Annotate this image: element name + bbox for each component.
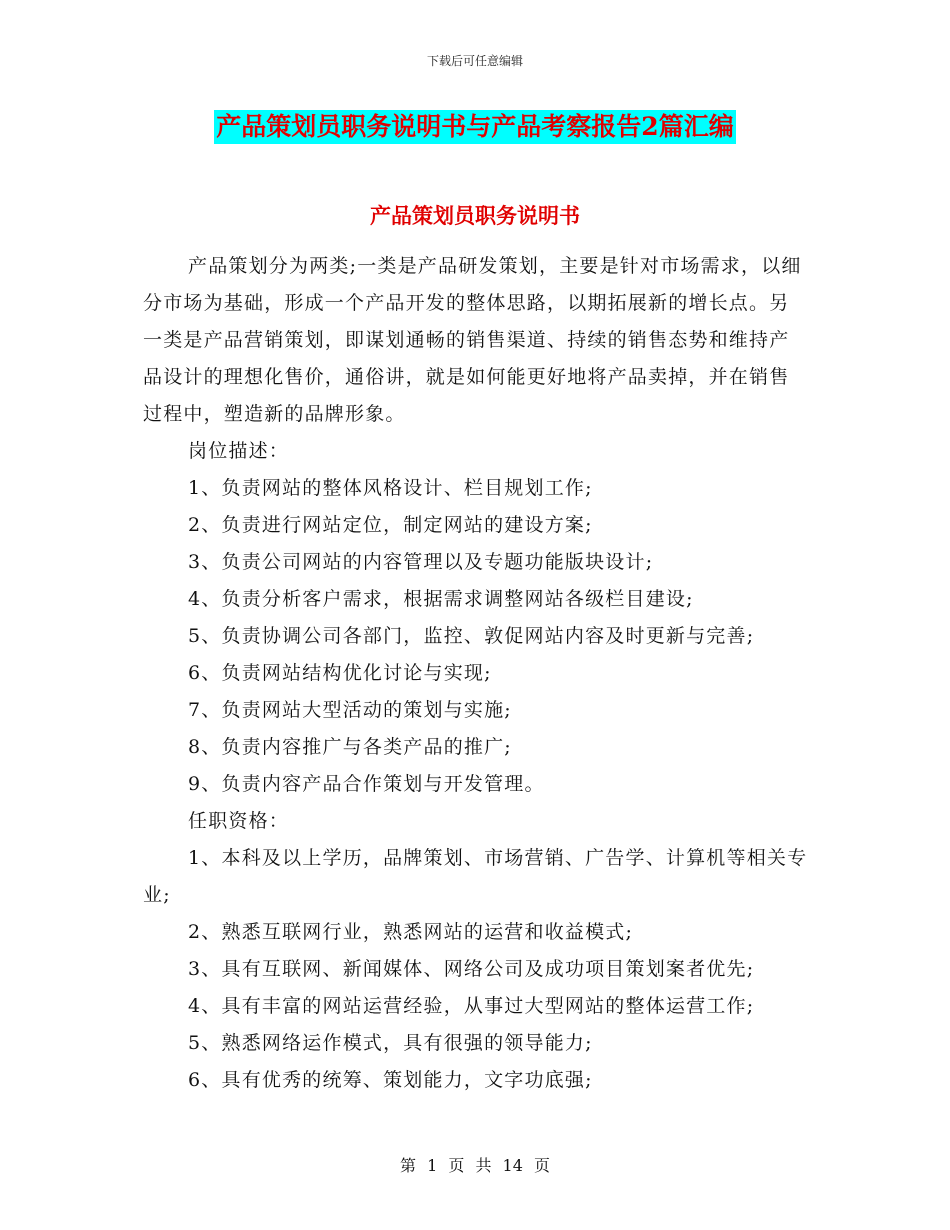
qualifications-heading: 任职资格：	[188, 810, 290, 832]
main-title-container	[0, 110, 950, 144]
duty-item: 4、负责分析客户需求，根据需求调整网站各级栏目建设;	[188, 588, 694, 610]
qualification-item: 2、熟悉互联网行业，熟悉网站的运营和收益模式;	[188, 921, 634, 943]
duty-item: 6、负责网站结构优化讨论与实现;	[188, 662, 492, 684]
document-body	[143, 248, 808, 1099]
duty-item: 9、负责内容产品合作策划与开发管理。	[188, 773, 545, 795]
qualification-item: 5、熟悉网络运作模式，具有很强的领导能力;	[188, 1032, 593, 1054]
intro-paragraph: 产品策划分为两类;一类是产品研发策划，主要是针对市场需求，以细分市场为基础，形成一个产品开发的整体思路，以期拓展新的增长点。另一类是产品营销策划，即谋划通畅的销售渠道、持续的销售态势和维持产品设计的理想化售价，通俗讲，就是如何能更好地将产品卖掉，并在销售过程中，塑造新的品牌形象。	[143, 255, 802, 425]
qualification-item: 6、具有优秀的统筹、策划能力，文字功底强;	[188, 1069, 593, 1091]
section-title: 产品策划员职务说明书	[370, 203, 580, 228]
duty-item: 5、负责协调公司各部门，监控、敦促网站内容及时更新与完善;	[188, 625, 755, 647]
duty-item: 2、负责进行网站定位，制定网站的建设方案;	[188, 514, 593, 536]
main-title: 产品策划员职务说明书与产品考察报告2篇汇编	[214, 110, 735, 144]
qualification-item: 4、具有丰富的网站运营经验，从事过大型网站的整体运营工作;	[188, 995, 755, 1017]
qualification-item: 1、本科及以上学历，品牌策划、市场营销、广告学、计算机等相关专业;	[143, 847, 808, 906]
duty-item: 8、负责内容推广与各类产品的推广;	[188, 736, 512, 758]
header-note: 下载后可任意编辑	[426, 54, 523, 68]
duty-item: 7、负责网站大型活动的策划与实施;	[188, 699, 512, 721]
job-description-heading: 岗位描述：	[188, 440, 290, 462]
page-number-footer: 第 1 页 共 14 页	[400, 1156, 550, 1175]
duty-item: 3、负责公司网站的内容管理以及专题功能版块设计;	[188, 551, 654, 573]
duty-item: 1、负责网站的整体风格设计、栏目规划工作;	[188, 477, 593, 499]
qualification-item: 3、具有互联网、新闻媒体、网络公司及成功项目策划案者优先;	[188, 958, 755, 980]
